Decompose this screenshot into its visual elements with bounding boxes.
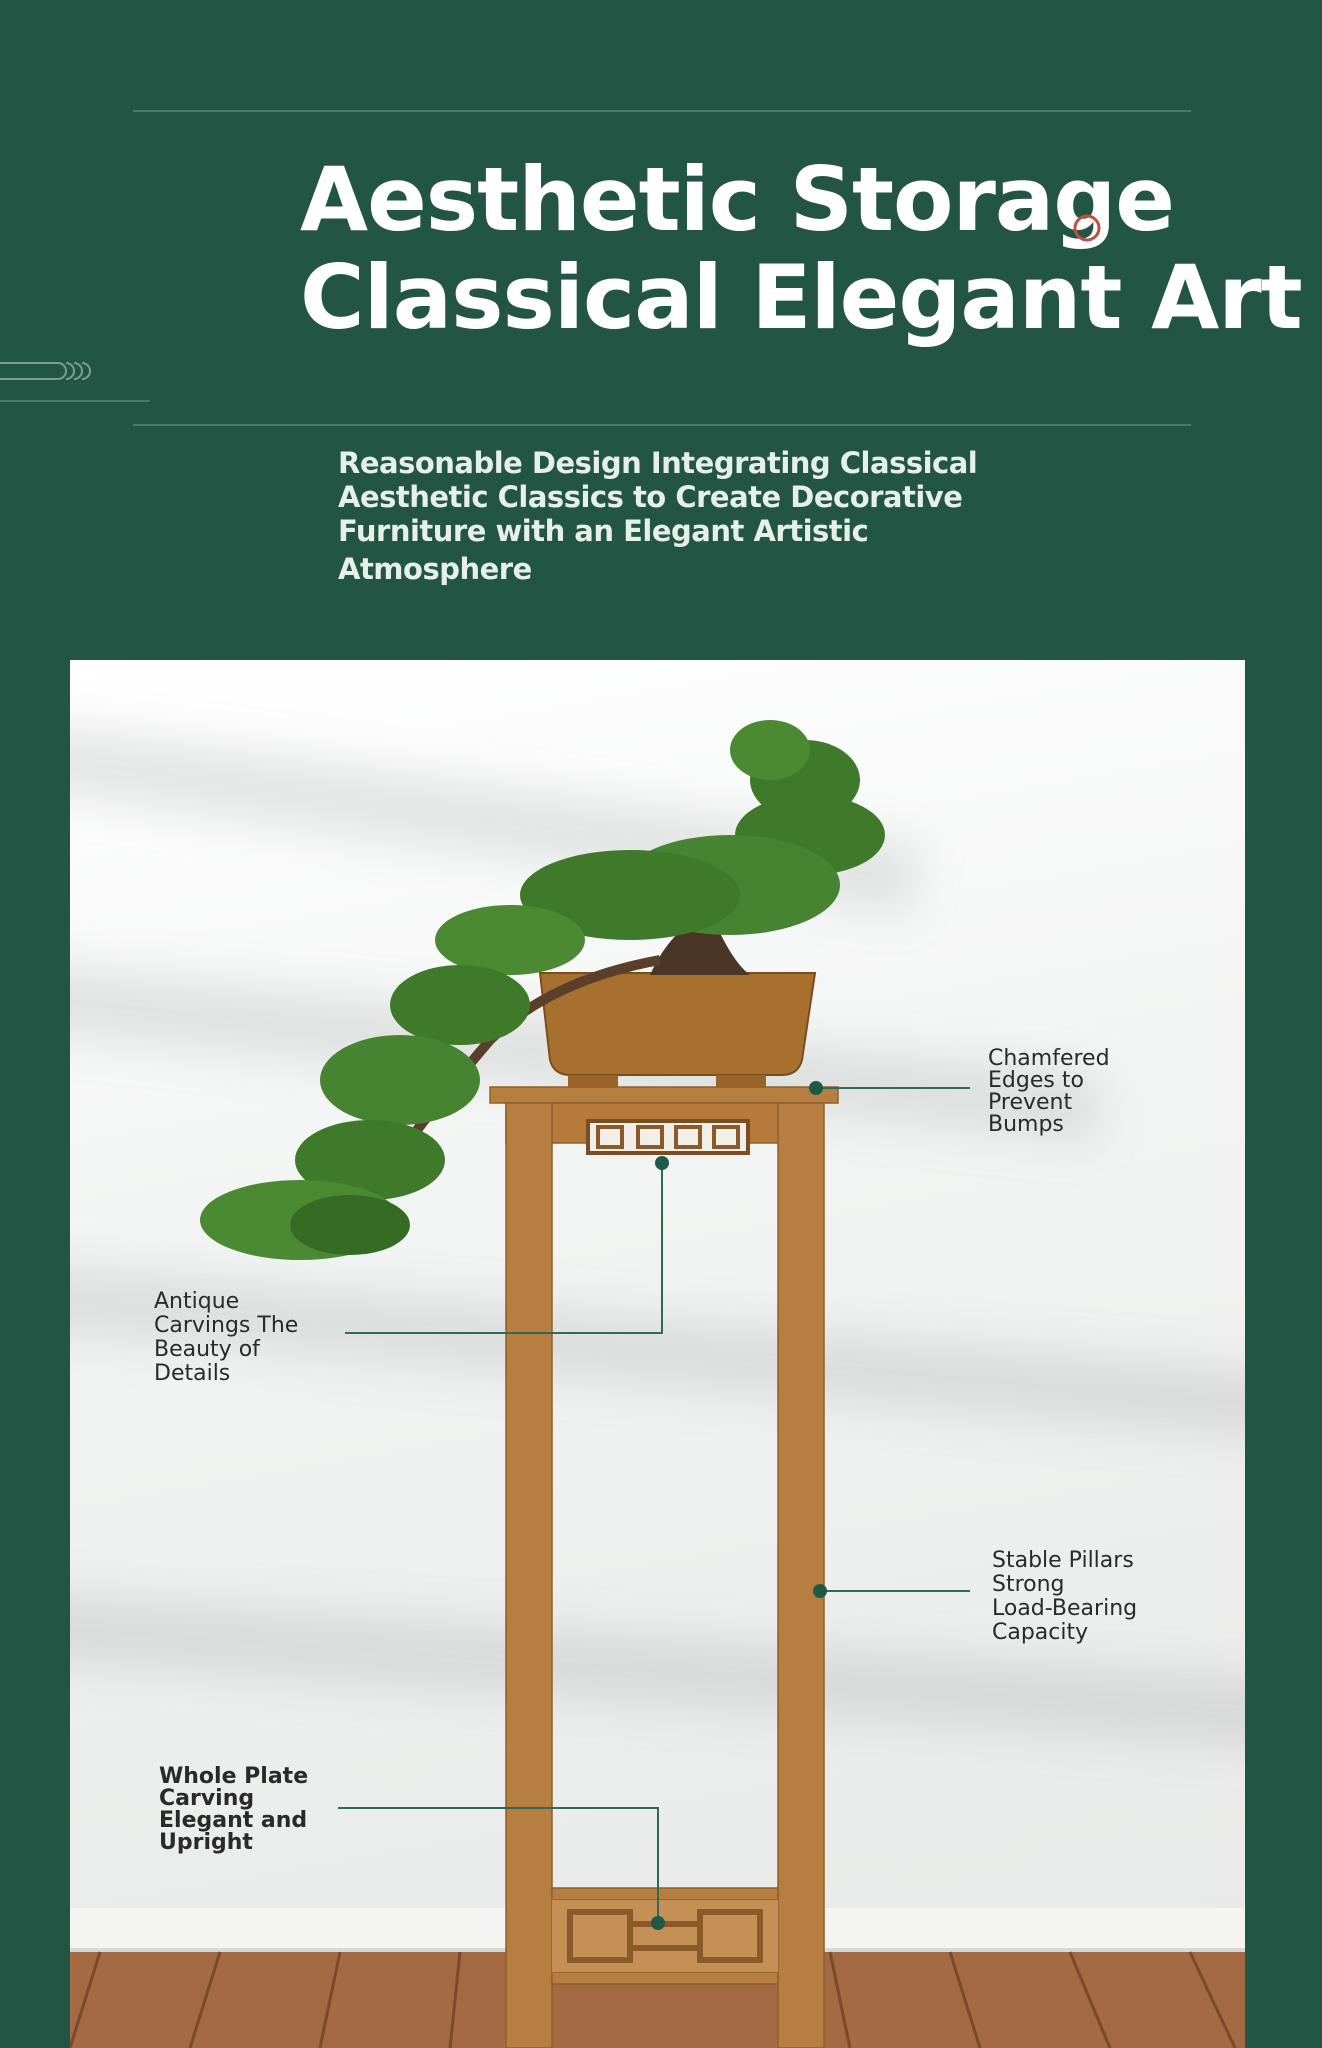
subtitle-line: Furniture with an Elegant Artistic [338, 514, 869, 548]
subtitle-line: Reasonable Design Integrating Classical [338, 446, 978, 480]
callout-stable-pillars [992, 1549, 1137, 1645]
callout-line: Beauty of [154, 1337, 260, 1362]
subtitle [338, 446, 978, 586]
callout-line: Prevent [988, 1090, 1073, 1115]
callout-antique-carvings [154, 1290, 298, 1386]
page-title-line-2: Classical Elegant Art [300, 246, 1302, 349]
product-photo [70, 660, 1245, 2048]
callout-line: Whole Plate [159, 1764, 309, 1789]
callout-chamfered-edges [988, 1048, 1110, 1136]
callout-line: Edges to [988, 1068, 1084, 1093]
top-divider [133, 110, 1191, 112]
callout-line: Carvings The [154, 1313, 299, 1338]
callout-whole-plate-carving [159, 1766, 308, 1854]
callout-line: Stable Pillars [992, 1548, 1134, 1573]
callout-line: Upright [159, 1830, 253, 1855]
subtitle-line: Aesthetic Classics to Create Decorative [338, 480, 963, 514]
callout-line: Carving [159, 1786, 255, 1811]
left-short-divider [0, 400, 150, 402]
callout-line: Chamfered [988, 1046, 1110, 1071]
middle-divider [133, 424, 1191, 426]
callout-line: Strong [992, 1572, 1065, 1597]
callout-line: Load-Bearing [992, 1596, 1138, 1621]
accent-circle-icon [1071, 212, 1103, 244]
callout-line: Capacity [992, 1620, 1089, 1645]
chevron-arrows-icon [0, 356, 100, 386]
subtitle-line: Atmosphere [338, 552, 532, 586]
callout-line: Antique [154, 1289, 240, 1314]
callout-line: Elegant and [159, 1808, 308, 1833]
callout-line: Details [154, 1361, 231, 1386]
callout-line: Bumps [988, 1112, 1064, 1137]
page-title-line-1: Aesthetic Storage [300, 148, 1174, 251]
